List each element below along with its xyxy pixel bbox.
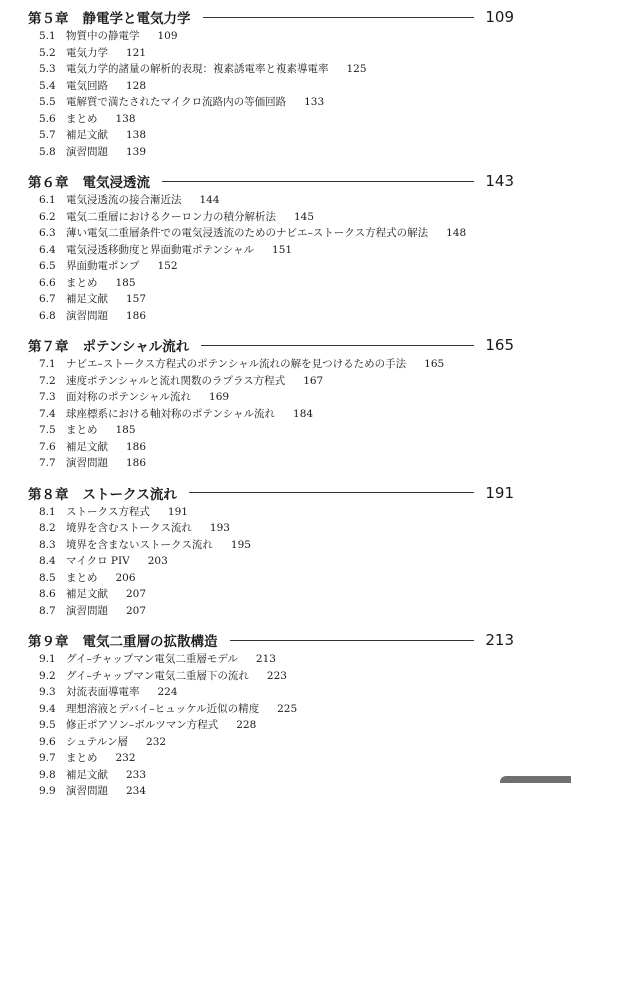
section-title: 補足文献 — [66, 440, 108, 453]
section-number: 9.4 — [39, 702, 56, 715]
chapter-title: 電気浸透流 — [82, 175, 150, 191]
section-entry[interactable] — [0, 258, 626, 275]
section-page-number: 234 — [126, 785, 147, 797]
chapter-page-number: 143 — [485, 172, 514, 190]
chapter-leader-rule — [203, 17, 475, 18]
section-list — [0, 356, 626, 472]
section-list — [0, 28, 626, 160]
section-title: 境界を含むストークス流れ — [66, 522, 192, 534]
section-entry[interactable] — [0, 389, 626, 406]
section-page-number: 186 — [126, 309, 147, 322]
section-title: まとめ — [66, 571, 98, 584]
section-entry[interactable] — [0, 520, 626, 537]
section-number: 5.3 — [39, 63, 56, 75]
section-title: マイクロ PIV — [66, 555, 130, 567]
section-number: 7.5 — [39, 424, 56, 436]
section-page-number: 207 — [126, 604, 147, 617]
section-entry[interactable] — [0, 553, 626, 570]
chapter-title: 電気二重層の拡散構造 — [82, 634, 218, 650]
section-number: 9.7 — [39, 752, 56, 764]
section-page-number: 167 — [303, 374, 324, 387]
chapter-heading[interactable] — [0, 170, 626, 192]
section-title: 電気浸透流の接合漸近法 — [66, 194, 182, 206]
section-number: 6.3 — [39, 227, 56, 239]
section-entry[interactable] — [0, 537, 626, 554]
section-title: まとめ — [66, 112, 98, 125]
section-entry[interactable] — [0, 701, 626, 718]
section-title: まとめ — [66, 752, 98, 764]
chapter-title: ポテンシャル流れ — [82, 339, 190, 355]
section-page-number: 203 — [147, 555, 168, 567]
section-number: 9.5 — [39, 719, 56, 731]
section-page-number: 148 — [446, 227, 467, 239]
section-entry[interactable] — [0, 111, 626, 128]
section-page-number: 185 — [115, 276, 136, 289]
section-entry[interactable] — [0, 406, 626, 423]
section-number: 8.2 — [39, 522, 56, 534]
chapter-page-number: 213 — [485, 631, 514, 649]
section-page-number: 225 — [277, 702, 298, 715]
section-page-number: 191 — [167, 505, 188, 518]
section-title: 補足文献 — [66, 768, 108, 781]
section-page-number: 206 — [115, 571, 136, 584]
section-title: 境界を含まないストークス流れ — [66, 538, 213, 551]
chapter-page-number: 191 — [485, 483, 514, 502]
section-page-number: 184 — [293, 407, 314, 420]
section-title: 球座標系における軸対称のポテンシャル流れ — [66, 407, 276, 420]
section-number: 7.1 — [39, 358, 56, 370]
section-number: 6.5 — [39, 260, 56, 272]
section-number: 5.8 — [39, 145, 56, 158]
section-title: まとめ — [66, 424, 98, 436]
section-number: 6.4 — [39, 243, 56, 256]
section-entry[interactable] — [0, 209, 626, 226]
section-title: ナビエ–ストークス方程式のポテンシャル流れの解を見つけるための手法 — [66, 358, 407, 370]
section-entry[interactable] — [0, 291, 626, 308]
section-page-number: 109 — [157, 30, 178, 42]
chapter-heading[interactable] — [0, 6, 626, 28]
section-page-number: 145 — [294, 210, 315, 223]
section-entry[interactable] — [0, 455, 626, 472]
section-page-number: 125 — [346, 63, 367, 75]
chapter-block — [0, 482, 626, 620]
section-page-number: 186 — [126, 440, 147, 453]
section-number: 7.2 — [39, 374, 56, 387]
section-page-number: 128 — [126, 79, 147, 92]
section-number: 6.8 — [39, 309, 56, 322]
section-title: 速度ポテンシャルと流れ関数のラプラス方程式 — [66, 374, 286, 387]
chapter-number: 第９章 — [28, 634, 69, 650]
section-entry[interactable] — [0, 684, 626, 701]
section-number: 8.1 — [39, 505, 56, 518]
section-page-number: 165 — [424, 358, 445, 370]
section-title: 演習問題 — [66, 457, 108, 469]
section-page-number: 228 — [236, 719, 257, 731]
section-title: 電気回路 — [66, 79, 108, 92]
section-number: 7.3 — [39, 391, 56, 403]
section-page-number: 195 — [230, 538, 251, 551]
chapter-leader-rule — [230, 640, 475, 641]
scroll-tab-marker — [500, 776, 571, 783]
section-page-number: 138 — [115, 112, 136, 125]
section-entry[interactable] — [0, 668, 626, 685]
section-title: グイ–チャップマン電気二重層モデル — [66, 653, 238, 665]
chapter-block — [0, 6, 626, 160]
section-number: 9.3 — [39, 686, 56, 698]
section-entry[interactable] — [0, 783, 626, 800]
section-page-number: 152 — [157, 260, 178, 272]
chapter-page-number: 109 — [485, 8, 514, 26]
section-entry[interactable] — [0, 45, 626, 62]
section-entry[interactable] — [0, 373, 626, 390]
section-page-number: 133 — [304, 96, 325, 108]
section-entry[interactable] — [0, 439, 626, 456]
section-entry[interactable] — [0, 94, 626, 111]
chapter-leader-rule — [201, 345, 474, 346]
section-page-number: 144 — [199, 194, 220, 206]
section-title: 補足文献 — [66, 588, 108, 600]
section-page-number: 232 — [115, 752, 136, 764]
section-page-number: 223 — [266, 669, 287, 682]
section-page-number: 185 — [115, 424, 136, 436]
section-number: 8.6 — [39, 588, 56, 600]
chapter-number: 第５章 — [28, 11, 69, 27]
chapter-block — [0, 170, 626, 324]
section-entry[interactable] — [0, 275, 626, 292]
section-entry[interactable] — [0, 308, 626, 325]
section-title: 電気力学的諸量の解析的表現：複素誘電率と複素導電率 — [66, 63, 329, 75]
section-title: 演習問題 — [66, 145, 108, 158]
section-number: 5.5 — [39, 96, 56, 108]
section-number: 7.6 — [39, 440, 56, 453]
chapter-title: ストークス流れ — [82, 486, 177, 503]
chapter-page-number: 165 — [485, 336, 514, 354]
section-title: 電気力学 — [66, 46, 108, 59]
section-number: 6.7 — [39, 293, 56, 305]
section-title: グイ–チャップマン電気二重層下の流れ — [66, 669, 249, 682]
section-title: シュテルン層 — [66, 735, 129, 748]
section-entry[interactable] — [0, 192, 626, 209]
section-title: 補足文献 — [66, 293, 108, 305]
section-entry[interactable] — [0, 422, 626, 439]
section-entry[interactable] — [0, 504, 626, 521]
section-entry[interactable] — [0, 144, 626, 161]
table-of-contents — [0, 6, 626, 810]
section-page-number: 138 — [126, 129, 147, 141]
section-title: 対流表面導電率 — [66, 686, 140, 698]
chapter-heading[interactable] — [0, 334, 626, 356]
section-number: 8.4 — [39, 555, 56, 567]
section-entry[interactable] — [0, 225, 626, 242]
section-title: 面対称のポテンシャル流れ — [66, 391, 192, 403]
section-entry[interactable] — [0, 586, 626, 603]
section-title: 薄い電気二重層条件での電気浸透流のためのナビエ–ストークス方程式の解法 — [66, 227, 429, 239]
chapter-number: 第７章 — [28, 339, 69, 355]
section-entry[interactable] — [0, 242, 626, 259]
section-number: 9.1 — [39, 653, 56, 665]
section-page-number: 224 — [157, 686, 178, 698]
section-title: 補足文献 — [66, 129, 108, 141]
section-number: 5.4 — [39, 79, 56, 92]
chapter-heading[interactable] — [0, 482, 626, 504]
section-entry[interactable] — [0, 78, 626, 95]
section-number: 7.7 — [39, 457, 56, 469]
section-title: 電解質で満たされたマイクロ流路内の等価回路 — [66, 96, 287, 108]
section-title: ストークス方程式 — [66, 505, 150, 518]
section-number: 5.2 — [39, 46, 56, 59]
section-number: 5.1 — [39, 30, 56, 42]
section-page-number: 139 — [126, 145, 147, 158]
section-entry[interactable] — [0, 61, 626, 78]
section-page-number: 213 — [255, 653, 276, 665]
section-number: 5.7 — [39, 129, 56, 141]
chapter-heading[interactable] — [0, 629, 626, 651]
section-list — [0, 504, 626, 620]
chapter-block — [0, 629, 626, 800]
section-title: 修正ポアソン–ボルツマン方程式 — [66, 719, 219, 731]
section-number: 9.9 — [39, 785, 56, 797]
section-number: 8.3 — [39, 538, 56, 551]
section-entry[interactable] — [0, 717, 626, 734]
section-page-number: 169 — [209, 391, 230, 403]
section-list — [0, 192, 626, 324]
section-page-number: 186 — [126, 457, 147, 469]
section-number: 6.2 — [39, 210, 56, 223]
section-page-number: 207 — [126, 588, 147, 600]
chapter-number: 第６章 — [28, 175, 69, 191]
section-title: 電気二重層におけるクーロン力の積分解析法 — [66, 210, 276, 223]
section-title: まとめ — [66, 276, 98, 289]
section-page-number: 233 — [126, 768, 147, 781]
section-number: 9.6 — [39, 735, 56, 748]
section-entry[interactable] — [0, 28, 626, 45]
section-number: 7.4 — [39, 407, 56, 420]
chapter-number: 第８章 — [28, 486, 69, 503]
section-entry[interactable] — [0, 570, 626, 587]
section-page-number: 151 — [272, 243, 293, 256]
section-page-number: 232 — [146, 735, 167, 748]
section-entry[interactable] — [0, 734, 626, 751]
section-entry[interactable] — [0, 127, 626, 144]
section-number: 6.6 — [39, 276, 56, 289]
section-page-number: 157 — [126, 293, 147, 305]
section-number: 6.1 — [39, 194, 56, 206]
chapter-leader-rule — [162, 181, 474, 182]
section-number: 9.8 — [39, 768, 56, 781]
section-number: 8.5 — [39, 571, 56, 584]
section-title: 演習問題 — [66, 785, 108, 797]
section-title: 演習問題 — [66, 309, 108, 322]
section-title: 理想溶液とデバイ–ヒュッケル近似の精度 — [66, 702, 260, 715]
section-entry[interactable] — [0, 603, 626, 620]
chapter-leader-rule — [189, 492, 474, 493]
section-entry[interactable] — [0, 651, 626, 668]
section-number: 9.2 — [39, 669, 56, 682]
section-page-number: 193 — [209, 522, 230, 534]
section-entry[interactable] — [0, 750, 626, 767]
section-title: 演習問題 — [66, 604, 108, 617]
chapter-title: 静電学と電気力学 — [82, 11, 191, 27]
section-entry[interactable] — [0, 356, 626, 373]
section-number: 8.7 — [39, 604, 56, 617]
chapter-block — [0, 334, 626, 472]
section-title: 物質中の静電学 — [66, 30, 140, 42]
section-page-number: 121 — [126, 46, 147, 59]
section-title: 電気浸透移動度と界面動電ポテンシャル — [66, 243, 255, 256]
section-number: 5.6 — [39, 112, 56, 125]
section-title: 界面動電ポンプ — [66, 260, 140, 272]
